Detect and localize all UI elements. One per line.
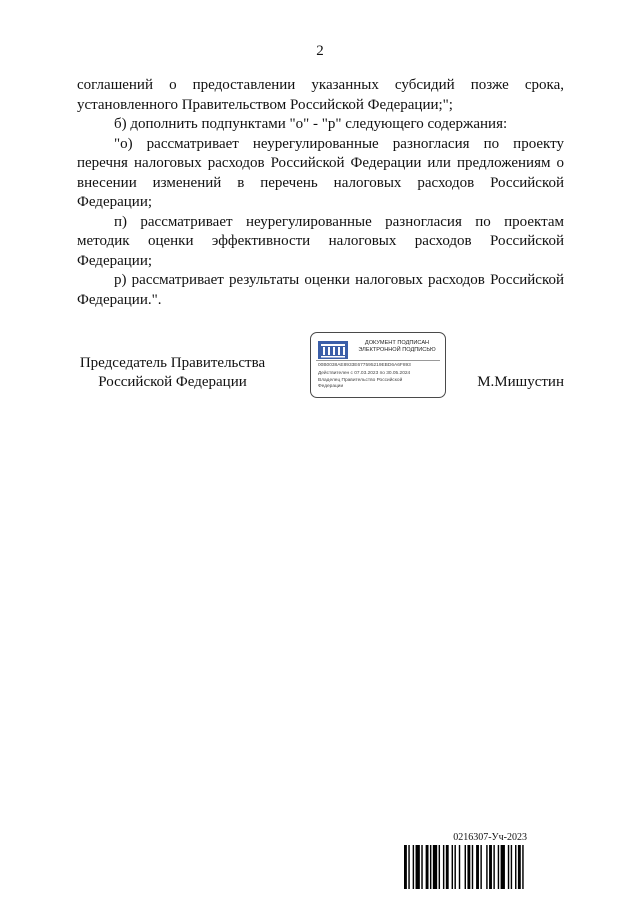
barcode-bar bbox=[515, 845, 516, 889]
signatory-title-line1: Председатель Правительства bbox=[79, 355, 266, 371]
stamp-divider bbox=[316, 360, 440, 361]
stamp-title-line1: ДОКУМЕНТ ПОДПИСАН bbox=[364, 340, 430, 346]
barcode-bar bbox=[446, 845, 449, 889]
barcode-bar bbox=[493, 845, 494, 889]
certificate-serial: 00B0038AE8933E677595219EBD6A6F893 bbox=[318, 363, 411, 368]
barcode-bar bbox=[433, 845, 437, 889]
signatory-title bbox=[60, 354, 285, 392]
barcode-bar bbox=[430, 845, 431, 889]
barcode-bar bbox=[416, 845, 420, 889]
barcode-bar bbox=[439, 845, 440, 889]
barcode-bar bbox=[452, 845, 453, 889]
barcode-bar bbox=[404, 845, 407, 889]
emblem-column bbox=[338, 347, 340, 355]
barcode-bar bbox=[518, 845, 521, 889]
emblem-column bbox=[323, 347, 325, 355]
barcode-bar bbox=[408, 845, 409, 889]
emblem-base bbox=[321, 356, 345, 358]
barcode-bar bbox=[508, 845, 509, 889]
barcode-bar bbox=[498, 845, 499, 889]
signatory-title-line2: Российской Федерации bbox=[98, 374, 247, 390]
barcode-bar bbox=[511, 845, 512, 889]
barcode-bar bbox=[476, 845, 479, 889]
barcode-bar bbox=[501, 845, 505, 889]
certificate-validity: Действителен с 07.03.2023 по 30.05.2024 bbox=[318, 371, 411, 376]
paragraph: п) рассматривает неурегулированные разногласия по проектам методик оценки эффективности налоговых расходов Российской Федерации; bbox=[77, 213, 564, 269]
emblem-roof bbox=[321, 344, 345, 346]
barcode-bar bbox=[472, 845, 473, 889]
barcode-bar bbox=[454, 845, 455, 889]
barcode-bar bbox=[459, 845, 460, 889]
barcode-bar bbox=[480, 845, 481, 889]
signer-name: М.Мишустин bbox=[477, 374, 564, 390]
electronic-signature-stamp bbox=[310, 332, 446, 398]
stamp-title-line2: ЭЛЕКТРОННОЙ ПОДПИСЬЮ bbox=[358, 347, 436, 353]
paragraph: б) дополнить подпунктами "о" - "р" следующего содержания: bbox=[114, 116, 508, 132]
barcode-bar bbox=[489, 845, 492, 889]
paragraph: соглашений о предоставлении указанных субсидий позже срока, установленного Правительством Российской Федерации;"; bbox=[77, 77, 564, 113]
emblem-column bbox=[328, 347, 330, 355]
barcode-bar bbox=[443, 845, 444, 889]
document-code: 0216307-Уч-2023 bbox=[453, 832, 527, 843]
barcode-bar bbox=[465, 845, 466, 889]
paragraph: "о) рассматривает неурегулированные разногласия по проекту перечня налоговых расходов Российской Федерации или предложениям о внесении изменений в перечень налоговых расходов Российской Федерации; bbox=[77, 135, 564, 210]
barcode-bar bbox=[421, 845, 422, 889]
barcode-bar bbox=[413, 845, 414, 889]
emblem-column bbox=[343, 347, 345, 355]
paragraph: р) рассматривает результаты оценки налоговых расходов Российской Федерации.". bbox=[77, 272, 564, 308]
barcode-bar bbox=[522, 845, 523, 889]
stamp-title bbox=[351, 340, 443, 354]
government-building-icon bbox=[318, 341, 348, 359]
barcode-bar bbox=[486, 845, 487, 889]
page-number: 2 bbox=[316, 43, 324, 59]
barcode-bar bbox=[426, 845, 429, 889]
barcode-bar bbox=[467, 845, 470, 889]
certificate-owner: Владелец Правительство Российской Федерации bbox=[318, 378, 403, 389]
barcode bbox=[404, 845, 528, 889]
emblem-column bbox=[333, 347, 335, 355]
document-body bbox=[77, 76, 564, 310]
